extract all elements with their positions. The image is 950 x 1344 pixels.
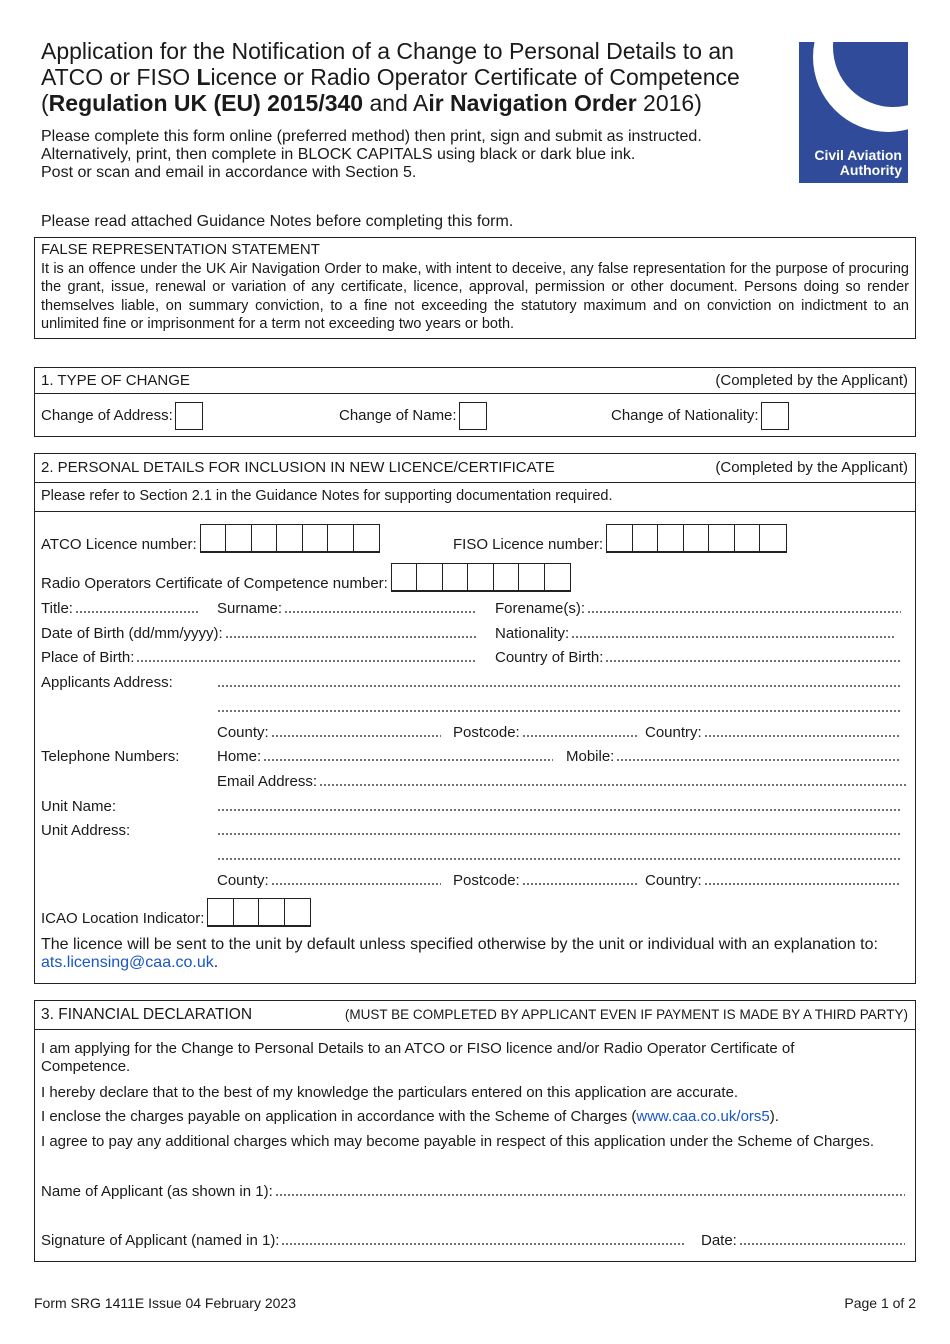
text xyxy=(303,525,329,551)
text: Forename(s): xyxy=(495,600,586,617)
text: . xyxy=(213,954,219,971)
declaration-p1: I am applying for the Change to Personal Details to an ATCO or FISO licence and/or Radio Operator Certificate of Competence. xyxy=(41,1040,795,1075)
text xyxy=(417,564,443,590)
text: Application for the Notification of a Change to Personal Details to an xyxy=(41,38,734,64)
dotted-leader xyxy=(616,758,901,762)
text xyxy=(760,525,786,551)
dotted-leader xyxy=(522,734,637,738)
text xyxy=(453,524,787,553)
text: Post or scan and email in accordance with Section 5. xyxy=(41,164,417,181)
dotted-leader xyxy=(217,684,901,688)
text xyxy=(392,564,418,590)
text xyxy=(494,564,520,590)
unit-address-line-2[interactable] xyxy=(217,847,901,865)
country-of-birth-field[interactable] xyxy=(495,649,901,667)
radio-certificate-input[interactable] xyxy=(391,563,572,592)
text xyxy=(814,148,902,178)
dotted-leader xyxy=(319,783,907,787)
text xyxy=(611,402,789,430)
text xyxy=(735,525,761,551)
charges-link[interactable]: www.caa.co.uk/ors5 xyxy=(636,1108,770,1125)
dotted-leader xyxy=(271,734,441,738)
text xyxy=(234,899,260,925)
telephone-label: Telephone Numbers: xyxy=(41,748,180,765)
text xyxy=(35,393,915,394)
page-number: Page 1 of 2 xyxy=(844,1295,916,1311)
caa-logo xyxy=(799,42,908,183)
text: Nationality: xyxy=(495,625,570,642)
dotted-leader xyxy=(704,882,901,886)
dotted-leader xyxy=(739,1242,905,1246)
dotted-leader xyxy=(271,882,441,886)
section-2-heading: 2. PERSONAL DETAILS FOR INCLUSION IN NEW LICENCE/CERTIFICATE xyxy=(41,459,555,476)
false-rep-body: It is an offence under the UK Air Navigation Order to make, with intent to deceive, any false representation for the purpose of procuring the grant, issue, renewal or variation of any certificate, licence, approval, permission or other document. Persons doing so render themselves liable, on summary conviction, to a fine not exceeding the statutory maximum and on conviction on indictment to an unlimited fine or imprisonment for a term not exceeding two years or both. xyxy=(41,260,909,332)
unit-postcode-field[interactable] xyxy=(453,872,637,890)
email-field[interactable] xyxy=(217,773,907,791)
form-id: Form SRG 1411E Issue 04 February 2023 xyxy=(34,1295,296,1311)
text: Signature of Applicant (named in 1): xyxy=(41,1232,280,1249)
section-3-heading: 3. FINANCIAL DECLARATION xyxy=(41,1006,253,1023)
text xyxy=(35,1029,915,1030)
section-2-note: (Completed by the Applicant) xyxy=(715,459,908,476)
date-field[interactable] xyxy=(701,1232,905,1250)
address-line-1[interactable] xyxy=(217,674,901,692)
text xyxy=(35,482,915,483)
text: Change of Name: xyxy=(339,406,457,424)
text: Please complete this form online (preferred method) then print, sign and submit as instructed. xyxy=(41,128,702,145)
atco-licence-input[interactable] xyxy=(200,524,381,553)
text: Authority xyxy=(839,162,902,178)
dotted-leader xyxy=(136,659,477,663)
text: ( xyxy=(41,90,49,116)
section-3 xyxy=(34,1000,916,1262)
text: Change of Address: xyxy=(41,406,173,424)
text: Postcode: xyxy=(453,724,520,741)
icao-indicator-input[interactable] xyxy=(207,898,311,927)
forename-field[interactable] xyxy=(495,600,901,618)
dotted-leader xyxy=(284,610,477,614)
text: Alternatively, print, then complete in BLOCK CAPITALS using black or dark blue ink. xyxy=(41,146,636,163)
mobile-field[interactable] xyxy=(566,748,901,766)
text xyxy=(41,563,571,592)
change-nationality-checkbox[interactable] xyxy=(761,402,789,430)
address-line-2[interactable] xyxy=(217,699,901,717)
text: ATCO Licence number: xyxy=(41,536,197,553)
text: Country: xyxy=(645,872,702,889)
text: ICAO Location Indicator: xyxy=(41,910,205,927)
page-title xyxy=(41,38,781,116)
text: County: xyxy=(217,872,269,889)
dotted-leader xyxy=(704,734,901,738)
text: and A xyxy=(363,90,429,116)
text: icence or Radio Operator Certificate of Competence xyxy=(210,64,740,90)
text xyxy=(545,564,571,590)
text xyxy=(41,90,781,116)
applicant-address-label: Applicants Address: xyxy=(41,674,173,691)
declaration-p2: I hereby declare that to the best of my knowledge the particulars entered on this application are accurate. xyxy=(41,1084,739,1101)
text xyxy=(277,525,303,551)
text xyxy=(633,525,659,551)
text xyxy=(354,525,380,551)
licence-delivery-note xyxy=(41,936,911,972)
false-rep-heading: FALSE REPRESENTATION STATEMENT xyxy=(41,241,320,258)
text xyxy=(709,525,735,551)
unit-address-line-1[interactable] xyxy=(217,822,901,840)
unit-county-field[interactable] xyxy=(217,872,441,890)
unit-name-field[interactable] xyxy=(217,798,901,816)
text xyxy=(519,564,545,590)
text: Date: xyxy=(701,1232,737,1249)
text: Change of Nationality: xyxy=(611,406,759,424)
text: Surname: xyxy=(217,600,283,617)
text xyxy=(35,511,915,512)
text xyxy=(328,525,354,551)
section-1-note: (Completed by the Applicant) xyxy=(715,372,908,389)
dotted-leader xyxy=(75,610,199,614)
dotted-leader xyxy=(263,758,553,762)
dotted-leader xyxy=(217,857,901,861)
text: Title: xyxy=(41,600,73,617)
dotted-leader xyxy=(217,709,901,713)
text: ). xyxy=(769,1108,779,1125)
text xyxy=(208,899,234,925)
text: Mobile: xyxy=(566,748,615,765)
dotted-leader xyxy=(275,1193,905,1197)
change-address-checkbox[interactable] xyxy=(175,402,203,430)
applicant-name-field[interactable] xyxy=(41,1183,905,1201)
section-2 xyxy=(34,453,916,984)
text: Name of Applicant (as shown in 1): xyxy=(41,1183,273,1200)
surname-field[interactable] xyxy=(217,600,477,618)
county-field[interactable] xyxy=(217,724,441,742)
text: Radio Operators Certificate of Competence number: xyxy=(41,575,388,592)
text xyxy=(252,525,278,551)
text xyxy=(41,402,203,430)
false-representation-box xyxy=(34,237,916,339)
text: Country: xyxy=(645,724,702,741)
text xyxy=(41,64,781,90)
text xyxy=(41,524,380,553)
text: Place of Birth: xyxy=(41,649,135,666)
dotted-leader xyxy=(587,610,901,614)
place-of-birth-field[interactable] xyxy=(41,649,477,667)
text: Home: xyxy=(217,748,262,765)
text xyxy=(285,899,311,925)
signature-field[interactable] xyxy=(41,1232,686,1250)
title-field[interactable] xyxy=(41,600,199,618)
guidance-note: Please read attached Guidance Notes before completing this form. xyxy=(41,213,514,230)
text: Email Address: xyxy=(217,773,318,790)
dotted-leader xyxy=(225,635,477,639)
text: The licence will be sent to the unit by default unless specified otherwise by the unit or individual with an explanation to: xyxy=(41,936,878,953)
dob-field[interactable] xyxy=(41,625,477,643)
nationality-field[interactable] xyxy=(495,625,895,643)
text: Civil Aviation xyxy=(814,147,902,163)
text xyxy=(658,525,684,551)
country-field[interactable] xyxy=(645,724,901,742)
change-name-checkbox[interactable] xyxy=(459,402,487,430)
instructions xyxy=(41,128,791,182)
dotted-leader xyxy=(217,808,901,812)
text: FISO Licence number: xyxy=(453,536,604,553)
postcode-field[interactable] xyxy=(453,724,637,742)
text: avigation Order xyxy=(466,90,637,116)
text xyxy=(41,898,311,927)
unit-country-field[interactable] xyxy=(645,872,901,890)
declaration-p4: I agree to pay any additional charges which may become payable in respect of this application under the Scheme of Charges. xyxy=(41,1133,874,1150)
text: I enclose the charges payable on application in accordance with the Scheme of Charges ( xyxy=(41,1108,637,1125)
text xyxy=(684,525,710,551)
text xyxy=(443,564,469,590)
unit-name-label: Unit Name: xyxy=(41,798,117,815)
section-3-note: (MUST BE COMPLETED BY APPLICANT EVEN IF PAYMENT IS MADE BY A THIRD PARTY) xyxy=(344,1007,908,1022)
section-1 xyxy=(34,367,916,437)
dotted-leader xyxy=(281,1242,686,1246)
text: Country of Birth: xyxy=(495,649,604,666)
text: ir N xyxy=(428,90,467,116)
unit-address-label: Unit Address: xyxy=(41,822,131,839)
dotted-leader xyxy=(605,659,901,663)
text: County: xyxy=(217,724,269,741)
text: Regulation UK (EU) 2015/340 xyxy=(48,90,364,116)
licensing-email-link[interactable]: ats.licensing@caa.co.uk xyxy=(41,954,214,971)
text: L xyxy=(196,64,211,90)
text xyxy=(468,564,494,590)
text xyxy=(226,525,252,551)
home-phone-field[interactable] xyxy=(217,748,553,766)
text xyxy=(201,525,227,551)
text xyxy=(259,899,285,925)
section-1-heading: 1. TYPE OF CHANGE xyxy=(41,372,190,389)
section-2-refer: Please refer to Section 2.1 in the Guidance Notes for supporting documentation required. xyxy=(41,488,613,504)
text xyxy=(41,1108,779,1125)
dotted-leader xyxy=(217,832,901,836)
text: 2016) xyxy=(636,90,702,116)
text: ATCO or FISO xyxy=(41,64,197,90)
text: Postcode: xyxy=(453,872,520,889)
dotted-leader xyxy=(571,635,895,639)
text xyxy=(607,525,633,551)
text: Date of Birth (dd/mm/yyyy): xyxy=(41,625,223,642)
fiso-licence-input[interactable] xyxy=(606,524,787,553)
dotted-leader xyxy=(522,882,637,886)
text xyxy=(339,402,487,430)
